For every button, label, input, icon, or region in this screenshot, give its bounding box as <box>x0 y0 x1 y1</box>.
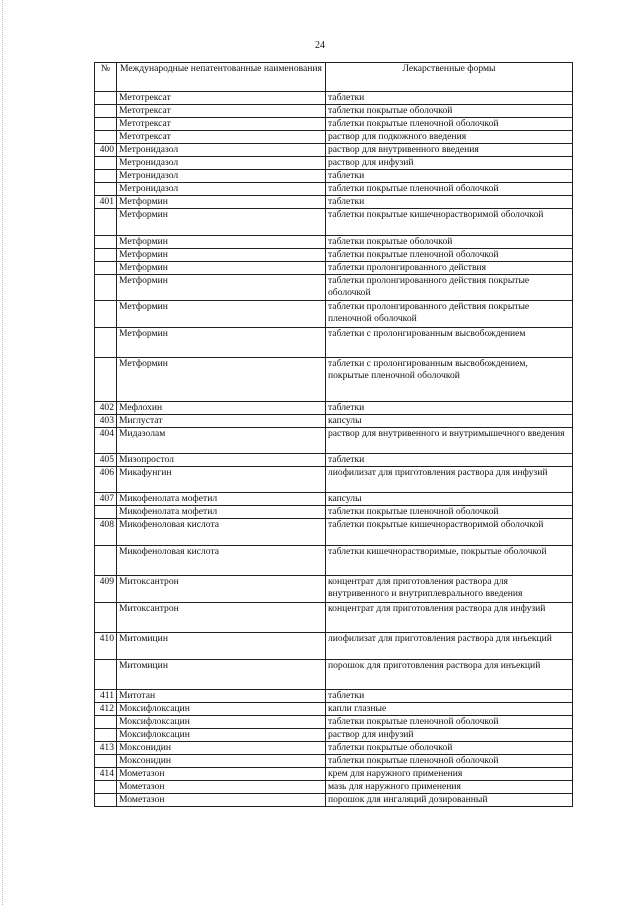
row-inn-name: Митоксантрон <box>117 576 326 603</box>
table-row <box>95 301 573 328</box>
row-dosage-form: таблетки <box>326 92 573 105</box>
row-dosage-form: мазь для наружного применения <box>326 781 573 794</box>
row-inn-name: Метформин <box>117 328 326 358</box>
row-number: 403 <box>95 415 117 428</box>
table-row <box>95 703 573 716</box>
row-dosage-form: таблетки покрытые пленочной оболочкой <box>326 183 573 196</box>
table-row <box>95 170 573 183</box>
table-row <box>95 519 573 546</box>
row-inn-name: Метотрексат <box>117 92 326 105</box>
row-dosage-form: таблетки пролонгированного действия покрытые оболочкой <box>326 275 573 301</box>
page-edge-dotted-rule <box>2 0 3 905</box>
row-number <box>95 249 117 262</box>
row-number <box>95 262 117 275</box>
row-dosage-form: раствор для инфузий <box>326 157 573 170</box>
header-dosage-forms: Лекарственные формы <box>326 63 573 92</box>
row-dosage-form: порошок для приготовления раствора для инъекций <box>326 660 573 690</box>
table-row <box>95 506 573 519</box>
table-row <box>95 716 573 729</box>
row-inn-name: Мизопростол <box>117 454 326 467</box>
table-row <box>95 92 573 105</box>
row-number: 409 <box>95 576 117 603</box>
row-inn-name: Микафунгин <box>117 467 326 493</box>
row-dosage-form: таблетки покрытые пленочной оболочкой <box>326 755 573 768</box>
table-row <box>95 183 573 196</box>
table-row <box>95 428 573 454</box>
row-inn-name: Метформин <box>117 262 326 275</box>
row-inn-name: Метронидазол <box>117 183 326 196</box>
row-inn-name: Моксифлоксацин <box>117 703 326 716</box>
table-header-row <box>95 63 573 92</box>
table-row <box>95 603 573 633</box>
table-row <box>95 144 573 157</box>
row-number <box>95 131 117 144</box>
table-row <box>95 781 573 794</box>
table-row <box>95 660 573 690</box>
row-dosage-form: капли глазные <box>326 703 573 716</box>
row-number <box>95 729 117 742</box>
row-number: 404 <box>95 428 117 454</box>
row-inn-name: Микофенолата мофетил <box>117 493 326 506</box>
row-inn-name: Метронидазол <box>117 144 326 157</box>
table-row <box>95 105 573 118</box>
row-dosage-form: концентрат для приготовления раствора для внутривенного и внутриплеврального введения <box>326 576 573 603</box>
row-number <box>95 157 117 170</box>
row-dosage-form: концентрат для приготовления раствора для инфузий <box>326 603 573 633</box>
row-number <box>95 209 117 236</box>
row-dosage-form: таблетки кишечнорастворимые, покрытые оболочкой <box>326 546 573 576</box>
row-inn-name: Митомицин <box>117 660 326 690</box>
table-row <box>95 262 573 275</box>
row-number <box>95 118 117 131</box>
row-number <box>95 358 117 402</box>
row-number: 410 <box>95 633 117 660</box>
row-number <box>95 716 117 729</box>
row-number <box>95 506 117 519</box>
row-number <box>95 170 117 183</box>
row-number <box>95 275 117 301</box>
row-number <box>95 105 117 118</box>
row-number <box>95 794 117 807</box>
row-inn-name: Микофенолата мофетил <box>117 506 326 519</box>
row-dosage-form: таблетки пролонгированного действия <box>326 262 573 275</box>
row-number: 402 <box>95 402 117 415</box>
table-row <box>95 358 573 402</box>
table-row <box>95 576 573 603</box>
row-dosage-form: раствор для инфузий <box>326 729 573 742</box>
row-inn-name: Мометазон <box>117 768 326 781</box>
table-row <box>95 729 573 742</box>
row-dosage-form: капсулы <box>326 415 573 428</box>
row-dosage-form: таблетки покрытые кишечнорастворимой оболочкой <box>326 209 573 236</box>
medications-table <box>94 62 573 807</box>
row-inn-name: Микофеноловая кислота <box>117 519 326 546</box>
table-row <box>95 742 573 755</box>
row-dosage-form: лиофилизат для приготовления раствора для инфузий <box>326 467 573 493</box>
row-inn-name: Метформин <box>117 209 326 236</box>
row-inn-name: Микофеноловая кислота <box>117 546 326 576</box>
row-dosage-form: таблетки покрытые оболочкой <box>326 236 573 249</box>
table-row <box>95 633 573 660</box>
row-dosage-form: таблетки покрытые пленочной оболочкой <box>326 118 573 131</box>
row-number: 407 <box>95 493 117 506</box>
table-row <box>95 467 573 493</box>
row-inn-name: Метформин <box>117 301 326 328</box>
row-number <box>95 755 117 768</box>
table-row <box>95 546 573 576</box>
row-number: 414 <box>95 768 117 781</box>
row-number <box>95 603 117 633</box>
header-number: № <box>95 63 117 92</box>
row-number: 412 <box>95 703 117 716</box>
table-row <box>95 275 573 301</box>
row-dosage-form: раствор для подкожного введения <box>326 131 573 144</box>
row-number: 406 <box>95 467 117 493</box>
row-dosage-form: таблетки покрытые кишечнорастворимой оболочкой <box>326 519 573 546</box>
row-number: 401 <box>95 196 117 209</box>
row-dosage-form: таблетки <box>326 170 573 183</box>
row-number <box>95 92 117 105</box>
row-inn-name: Моксифлоксацин <box>117 729 326 742</box>
row-dosage-form: таблетки покрытые оболочкой <box>326 742 573 755</box>
row-dosage-form: таблетки <box>326 690 573 703</box>
row-inn-name: Моксонидин <box>117 755 326 768</box>
row-number: 400 <box>95 144 117 157</box>
row-inn-name: Мометазон <box>117 781 326 794</box>
table-body <box>95 92 573 807</box>
row-dosage-form: раствор для внутривенного и внутримышечного введения <box>326 428 573 454</box>
table-row <box>95 249 573 262</box>
row-dosage-form: таблетки пролонгированного действия покрытые пленочной оболочкой <box>326 301 573 328</box>
row-number <box>95 660 117 690</box>
row-number <box>95 183 117 196</box>
table-row <box>95 402 573 415</box>
header-inn: Международные непатентованные наименования <box>117 63 326 92</box>
row-number <box>95 781 117 794</box>
row-inn-name: Миглустат <box>117 415 326 428</box>
row-dosage-form: таблетки <box>326 402 573 415</box>
row-number: 413 <box>95 742 117 755</box>
row-dosage-form: таблетки <box>326 196 573 209</box>
row-number: 408 <box>95 519 117 546</box>
row-dosage-form: таблетки <box>326 454 573 467</box>
row-dosage-form: порошок для ингаляций дозированный <box>326 794 573 807</box>
row-number <box>95 328 117 358</box>
page-number: 24 <box>315 40 325 51</box>
row-dosage-form: лиофилизат для приготовления раствора для инъекций <box>326 633 573 660</box>
table-row <box>95 118 573 131</box>
row-number: 411 <box>95 690 117 703</box>
row-number: 405 <box>95 454 117 467</box>
row-inn-name: Митотан <box>117 690 326 703</box>
row-inn-name: Метронидазол <box>117 157 326 170</box>
table-row <box>95 236 573 249</box>
row-inn-name: Метформин <box>117 249 326 262</box>
row-inn-name: Метотрексат <box>117 118 326 131</box>
row-number <box>95 236 117 249</box>
row-number <box>95 546 117 576</box>
row-dosage-form: раствор для внутривенного введения <box>326 144 573 157</box>
row-inn-name: Метформин <box>117 358 326 402</box>
row-dosage-form: крем для наружного применения <box>326 768 573 781</box>
table-row <box>95 209 573 236</box>
table-row <box>95 755 573 768</box>
row-inn-name: Метотрексат <box>117 105 326 118</box>
table-row <box>95 454 573 467</box>
row-inn-name: Мометазон <box>117 794 326 807</box>
row-inn-name: Метформин <box>117 236 326 249</box>
table-row <box>95 131 573 144</box>
row-dosage-form: таблетки с пролонгированным высвобождением <box>326 328 573 358</box>
row-dosage-form: таблетки покрытые пленочной оболочкой <box>326 716 573 729</box>
row-dosage-form: таблетки покрытые пленочной оболочкой <box>326 249 573 262</box>
row-dosage-form: капсулы <box>326 493 573 506</box>
row-inn-name: Моксифлоксацин <box>117 716 326 729</box>
table-row <box>95 794 573 807</box>
row-inn-name: Мефлохин <box>117 402 326 415</box>
table-row <box>95 157 573 170</box>
table-row <box>95 196 573 209</box>
table-row <box>95 493 573 506</box>
row-inn-name: Митоксантрон <box>117 603 326 633</box>
row-dosage-form: таблетки с пролонгированным высвобождением, покрытые пленочной оболочкой <box>326 358 573 402</box>
row-inn-name: Метформин <box>117 196 326 209</box>
row-inn-name: Метотрексат <box>117 131 326 144</box>
row-dosage-form: таблетки покрытые оболочкой <box>326 105 573 118</box>
row-dosage-form: таблетки покрытые пленочной оболочкой <box>326 506 573 519</box>
table-row <box>95 328 573 358</box>
table-row <box>95 690 573 703</box>
row-number <box>95 301 117 328</box>
table-row <box>95 415 573 428</box>
row-inn-name: Метформин <box>117 275 326 301</box>
row-inn-name: Мидазолам <box>117 428 326 454</box>
table-row <box>95 768 573 781</box>
row-inn-name: Метронидазол <box>117 170 326 183</box>
row-inn-name: Моксонидин <box>117 742 326 755</box>
row-inn-name: Митомицин <box>117 633 326 660</box>
